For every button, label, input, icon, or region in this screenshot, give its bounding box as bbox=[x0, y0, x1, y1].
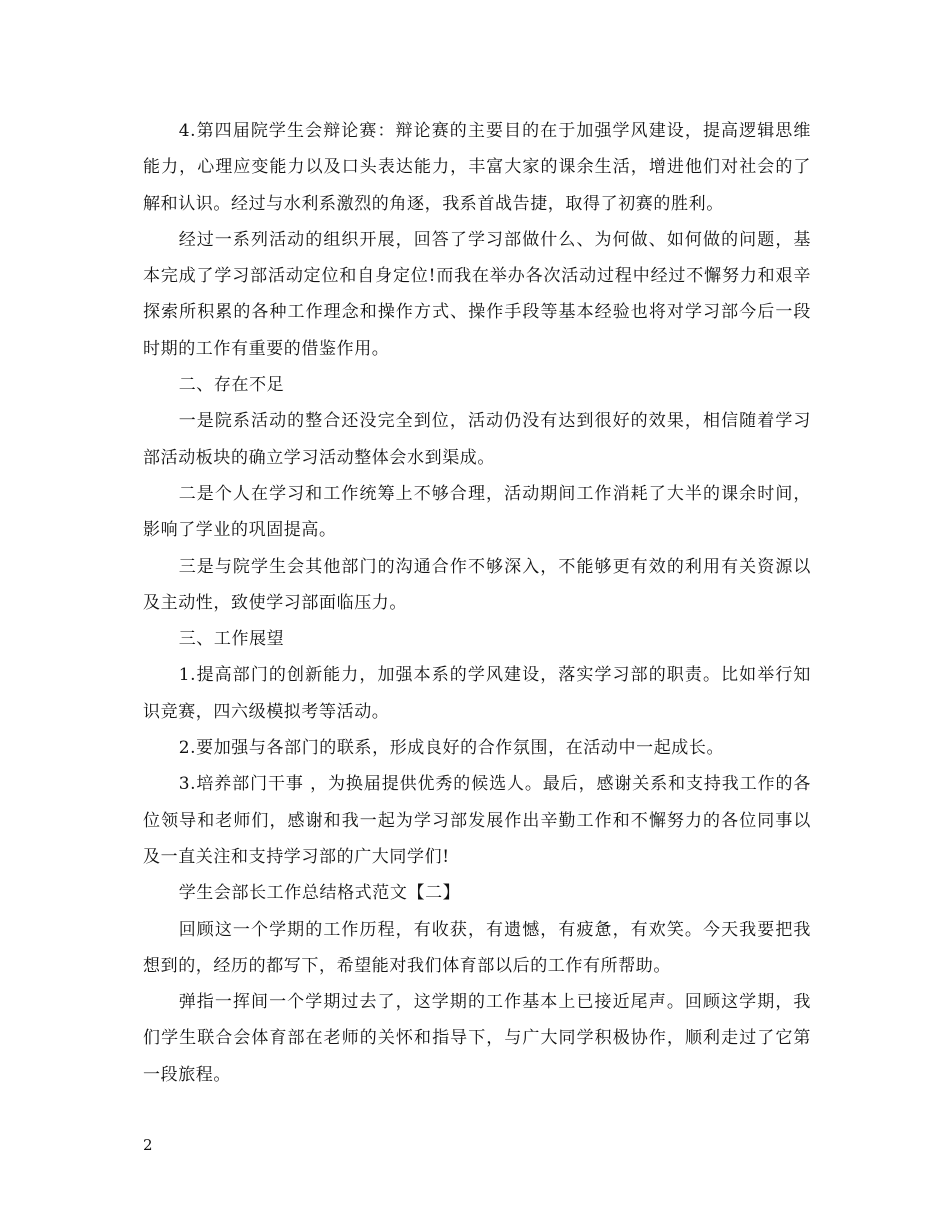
paragraph-activity-summary: 经过一系列活动的组织开展，回答了学习部做什么、为何做、如何做的问题，基本完成了学习部活动定位和自身定位!而我在举办各次活动过程中经过不懈努力和艰辛探索所积累的各种工作理念和操作方式、操作手段等基本经验也将对学习部今后一段时期的工作有重要的借鉴作用。 bbox=[143, 229, 811, 359]
paragraph-debate-contest: 4.第四届院学生会辩论赛：辩论赛的主要目的在于加强学风建设，提高逻辑思维能力，心理应变能力以及口头表达能力，丰富大家的课余生活，增进他们对社会的了解和认识。经过与水利系激烈的角逐，我系首战告捷，取得了初赛的胜利。 bbox=[143, 121, 811, 214]
paragraph-outlook-1: 1.提高部门的创新能力，加强本系的学风建设，落实学习部的职责。比如举行知识竞赛，四六级模拟考等活动。 bbox=[143, 665, 811, 722]
paragraph-outlook-2: 2.要加强与各部门的联系，形成良好的合作氛围，在活动中一起成长。 bbox=[178, 738, 725, 759]
paragraph-shortcoming-2: 二是个人在学习和工作统筹上不够合理，活动期间工作消耗了大半的课余时间，影响了学业的巩固提高。 bbox=[143, 483, 811, 541]
paragraph-shortcoming-1: 一是院系活动的整合还没完全到位，活动仍没有达到很好的效果，相信随着学习部活动板块的确立学习活动整体会水到渠成。 bbox=[143, 411, 811, 468]
document-body bbox=[143, 113, 811, 1093]
section-heading-outlook: 三、工作展望 bbox=[178, 629, 285, 650]
section-heading-sample-two: 学生会部长工作总结格式范文【二】 bbox=[178, 883, 461, 904]
section-heading-shortcomings: 二、存在不足 bbox=[178, 375, 285, 396]
paragraph-semester: 弹指一挥间一个学期过去了，这学期的工作基本上已接近尾声。回顾这学期，我们学生联合会体育部在老师的关怀和指导下，与广大同学积极协作，顺利走过了它第一段旅程。 bbox=[143, 992, 811, 1085]
paragraph-review: 回顾这一个学期的工作历程，有收获，有遗憾，有疲惫，有欢笑。今天我要把我想到的，经历的都写下，希望能对我们体育部以后的工作有所帮助。 bbox=[143, 919, 811, 976]
paragraph-shortcoming-3: 三是与院学生会其他部门的沟通合作不够深入，不能够更有效的利用有关资源以及主动性，致使学习部面临压力。 bbox=[143, 556, 811, 613]
page-number: 2 bbox=[143, 1136, 153, 1154]
paragraph-outlook-3: 3.培养部门干事 ，为换届提供优秀的候选人。最后，感谢关系和支持我工作的各位领导和老师们，感谢和我一起为学习部发展作出辛勤工作和不懈努力的各位同事以及一直关注和支持学习部的广大同学们! bbox=[143, 774, 811, 867]
